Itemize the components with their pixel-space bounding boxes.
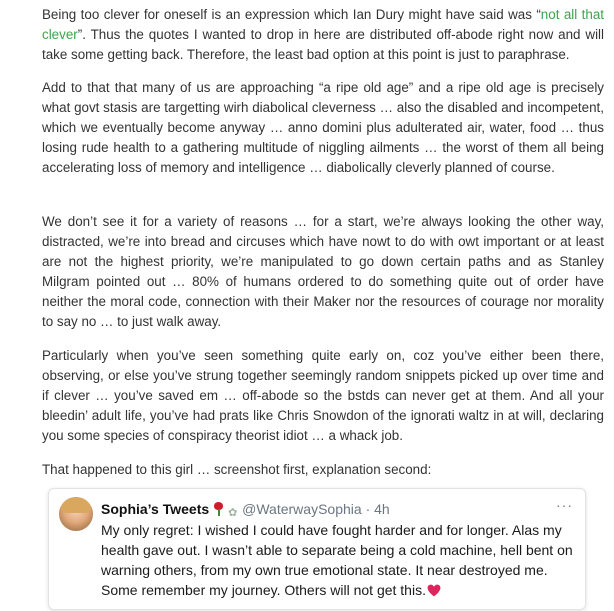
tweet-handle[interactable]: @WaterwaySophia bbox=[242, 501, 362, 517]
embedded-tweet[interactable] bbox=[48, 488, 586, 610]
avatar-hair bbox=[61, 497, 91, 513]
tweet-text bbox=[101, 520, 579, 600]
flower-icon: ✿ bbox=[228, 507, 238, 519]
tweet-time[interactable]: 4h bbox=[374, 501, 390, 517]
avatar[interactable] bbox=[59, 497, 93, 531]
rose-icon bbox=[212, 502, 224, 516]
paragraph-2: Add to that that many of us are approaching “a ripe old age” and a ripe old age is precisely what govt stasis are targetting wirh diabolical cleverness … also the disabled and incompetent, which we eventually become anyway … anno domini plus adulterated air, water, food … thus losing rude health to a gathering multitude of niggling ailments … the worst of them all being accelerating loss of memory and intelligence … diabolically cleverly planned of course. bbox=[42, 80, 604, 175]
not-all-that-clever-link[interactable]: not all that clever bbox=[42, 7, 604, 42]
paragraph-1-text-start: Being too clever for oneself is an expression which Ian Dury might have said was “ bbox=[42, 7, 541, 22]
tweet-author-name[interactable]: Sophia’s Tweets bbox=[101, 501, 210, 517]
paragraph-1 bbox=[42, 5, 604, 65]
tweet-header bbox=[101, 500, 390, 520]
red-heart-icon bbox=[427, 584, 441, 597]
paragraph-4: Particularly when you’ve seen something quite early on, coz you’ve either been there, observing, or else you’ve strung together seemingly random snippets picked up over time and if clever … you’ve saved em … off-abode so the bstds can never get at them. And all your bleedin’ adult life, you’ve had prats like Chris Snowdon of the ignorati waltz in at will, declaring you some species of conspiracy theorist idiot … a whack job. bbox=[42, 348, 604, 443]
paragraph-3: We don’t see it for a variety of reasons … for a start, we’re always looking the other way, distracted, we’re into bread and circuses which have nowt to do with owt important or at least are not the highest priority, we’re manipulated to go down certain paths and as Stanley Milgram pointed out … 80% of humans ordered to do something quite out of order have neither the moral code, connection with their Maker nor the resources of courage nor morality to say no … to just walk away. bbox=[42, 214, 604, 329]
paragraph-5: That happened to this girl … screenshot first, explanation second: bbox=[42, 462, 432, 477]
tweet-text-content: My only regret: I wished I could have fought harder and for longer. Alas my health gave out. I wasn’t able to separate being a cold machine, hell bent on warning others, from my own true emotional state. It near destroyed me. Some remember my journey. Others will not get this. bbox=[101, 522, 573, 598]
more-options-icon[interactable]: ··· bbox=[556, 497, 573, 513]
paragraph-1-text-end: ”. Thus the quotes I wanted to drop in here are distributed off-abode right now and will take some getting back. Therefore, the least bad option at this point is just to paraphrase. bbox=[42, 27, 604, 62]
tweet-separator: · bbox=[365, 501, 371, 517]
